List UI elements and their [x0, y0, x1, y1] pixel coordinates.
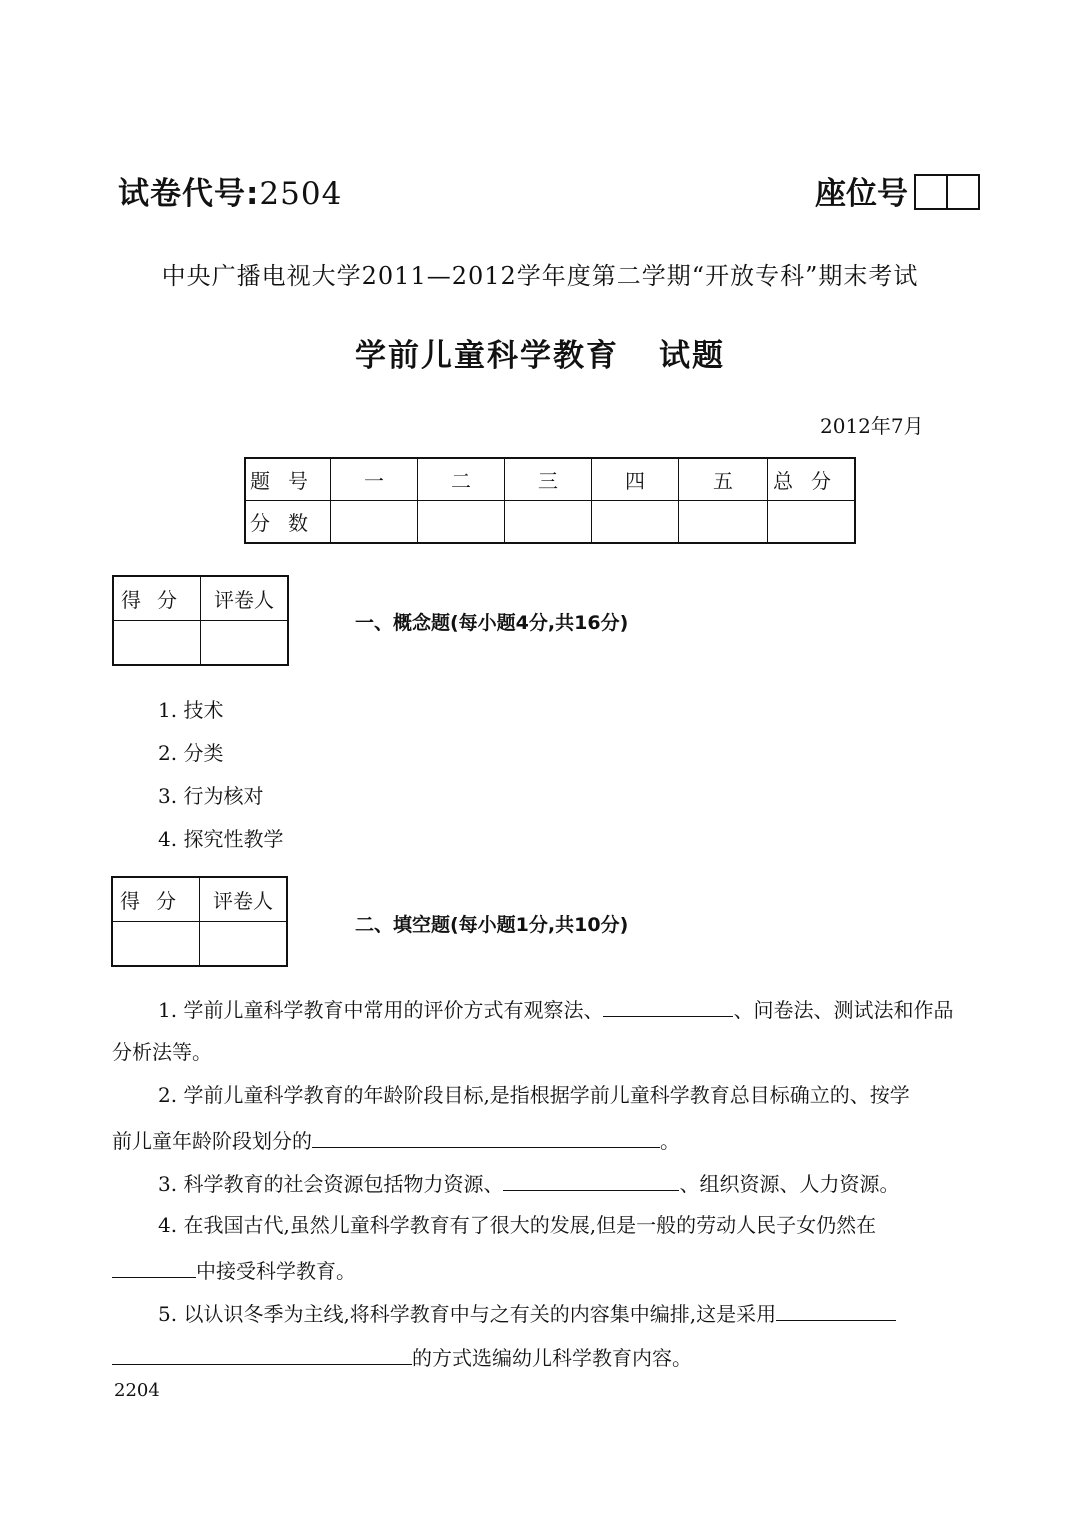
page-code: 2204: [114, 1380, 160, 1401]
question-text: 1. 学前儿童科学教育中常用的评价方式有观察法、: [158, 998, 604, 1022]
fill-question-5: [158, 1302, 896, 1324]
score-cell[interactable]: [592, 501, 679, 544]
answer-blank[interactable]: [112, 1346, 412, 1365]
score-table-score-row: [245, 501, 855, 544]
score-column-header: 一: [331, 458, 418, 501]
question-text: 分析法等。: [112, 1040, 212, 1064]
score-column-header: 二: [418, 458, 505, 501]
grader-score-label: 得分: [113, 576, 201, 621]
answer-blank[interactable]: [603, 998, 733, 1017]
concept-item: 4. 探究性教学: [158, 827, 284, 851]
grader-score-label: 得分: [112, 877, 200, 922]
grader-name-label: 评卷人: [201, 576, 289, 621]
question-text: 。: [660, 1129, 680, 1153]
exam-title: [0, 330, 1080, 375]
seat-number-box[interactable]: [946, 176, 978, 208]
score-summary-table: [244, 457, 856, 544]
question-number-label: 题号: [245, 458, 331, 501]
question-text: 前儿童年龄阶段划分的: [112, 1129, 312, 1153]
paper-code-label: 试卷代号:: [118, 176, 260, 212]
fill-question-5-line2: [112, 1346, 692, 1368]
fill-question-2-line2: [112, 1129, 680, 1151]
answer-blank[interactable]: [312, 1129, 660, 1148]
grader-name-cell[interactable]: [201, 621, 289, 666]
total-score-cell[interactable]: [768, 501, 856, 544]
question-text: 5. 以认识冬季为主线,将科学教育中与之有关的内容集中编排,这是采用: [158, 1302, 777, 1326]
fill-question-2: 2. 学前儿童科学教育的年龄阶段目标,是指根据学前儿童科学教育总目标确立的、按学: [158, 1083, 910, 1107]
grader-name-label: 评卷人: [200, 877, 288, 922]
exam-date: 2012年7月: [820, 414, 924, 438]
score-column-header: 五: [679, 458, 768, 501]
score-row-label: 分数: [245, 501, 331, 544]
concept-item: 3. 行为核对: [158, 784, 264, 808]
grader-name-cell[interactable]: [200, 922, 288, 967]
score-cell[interactable]: [679, 501, 768, 544]
seat-number-box[interactable]: [916, 176, 946, 208]
exam-subject: 学前儿童科学教育: [355, 338, 619, 374]
score-table-header-row: [245, 458, 855, 501]
grader-score-cell[interactable]: [112, 922, 200, 967]
paper-code-value: 2504: [259, 176, 343, 212]
exam-name: 中央广播电视大学2011—2012学年度第二学期“开放专科”期末考试: [161, 262, 919, 290]
paper-code: [118, 168, 342, 213]
section2-title: 二、填空题(每小题1分,共10分): [355, 914, 629, 936]
section2-grader-box: [111, 876, 288, 967]
seat-number-label: 座位号: [815, 176, 908, 212]
question-text: 的方式选编幼儿科学教育内容。: [412, 1346, 692, 1370]
fill-question-4: 4. 在我国古代,虽然儿童科学教育有了很大的发展,但是一般的劳动人民子女仍然在: [158, 1213, 877, 1237]
section1-grader-box: [112, 575, 289, 666]
question-text: 、组织资源、人力资源。: [679, 1172, 900, 1196]
question-text: 3. 科学教育的社会资源包括物力资源、: [158, 1172, 504, 1196]
question-text: 中接受科学教育。: [196, 1259, 356, 1283]
answer-blank[interactable]: [503, 1172, 679, 1191]
score-cell[interactable]: [331, 501, 418, 544]
score-cell[interactable]: [418, 501, 505, 544]
concept-item: 1. 技术: [158, 698, 224, 722]
score-cell[interactable]: [505, 501, 592, 544]
fill-question-1: [158, 998, 953, 1020]
exam-title-suffix: 试题: [659, 338, 725, 374]
answer-blank[interactable]: [776, 1302, 896, 1321]
section1-title: 一、概念题(每小题4分,共16分): [355, 612, 629, 634]
question-text: 、问卷法、测试法和作品: [733, 998, 954, 1022]
fill-question-4-line2: [112, 1259, 356, 1281]
total-score-header: 总分: [768, 458, 856, 501]
concept-item: 2. 分类: [158, 741, 224, 765]
fill-question-3: [158, 1172, 899, 1194]
seat-number-boxes[interactable]: [914, 174, 980, 210]
grader-score-cell[interactable]: [113, 621, 201, 666]
answer-blank[interactable]: [112, 1259, 196, 1278]
score-column-header: 四: [592, 458, 679, 501]
score-column-header: 三: [505, 458, 592, 501]
